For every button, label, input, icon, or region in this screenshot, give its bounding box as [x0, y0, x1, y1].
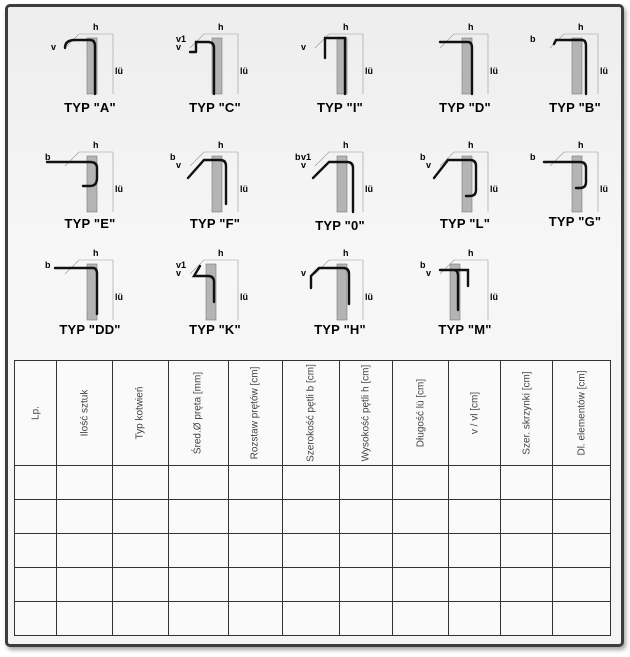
table-cell[interactable]: [282, 500, 340, 534]
column-header-label: Rozstaw prętów [cm]: [249, 366, 261, 460]
table-cell[interactable]: [168, 534, 228, 568]
column-header-label: Ilość sztuk: [79, 389, 91, 437]
table-row: [15, 534, 611, 568]
dimension-label-v1: v1: [176, 34, 187, 44]
dimension-label-h: h: [468, 140, 474, 150]
table-cell[interactable]: [168, 568, 228, 602]
table-cell[interactable]: [15, 568, 57, 602]
anchor-drawing: [35, 20, 145, 98]
column-header: [393, 361, 449, 466]
table-cell[interactable]: [228, 466, 282, 500]
dimension-label-h: h: [218, 248, 224, 258]
column-header: [168, 361, 228, 466]
sleeve-shape: [572, 38, 582, 94]
dimension-label-v: v: [176, 160, 182, 170]
anchor-drawing: [285, 138, 395, 216]
table-cell[interactable]: [228, 568, 282, 602]
table-cell[interactable]: [168, 466, 228, 500]
table-row: [15, 602, 611, 636]
table-cell[interactable]: [168, 500, 228, 534]
dimension-label-h: h: [343, 248, 349, 258]
table-row: [15, 568, 611, 602]
anchor-drawing: [35, 246, 145, 324]
anchor-drawing: [35, 138, 145, 216]
dimension-label-v: v: [426, 268, 432, 278]
table-cell[interactable]: [113, 466, 169, 500]
table-cell[interactable]: [340, 602, 393, 636]
dimension-label-h: h: [93, 248, 99, 258]
type-label: TYP "D": [439, 100, 491, 115]
dimension-label-b: b: [420, 260, 426, 270]
dimension-label-lü: lü: [365, 184, 373, 194]
type-label: TYP "I": [317, 100, 363, 115]
column-header: [449, 361, 501, 466]
dimension-label-v: v: [176, 42, 182, 52]
table-cell[interactable]: [15, 534, 57, 568]
dimension-label-v: v: [426, 160, 432, 170]
table-row: [15, 466, 611, 500]
column-header: [15, 361, 57, 466]
dimension-label-v: v: [301, 268, 307, 278]
dimension-label-lü: lü: [490, 66, 498, 76]
dimension-label-lü: lü: [365, 292, 373, 302]
table-cell[interactable]: [113, 500, 169, 534]
anchor-drawing: [410, 20, 520, 98]
table-cell[interactable]: [393, 602, 449, 636]
anchor-type-f: [160, 138, 270, 238]
dimension-label-v: v: [301, 42, 307, 52]
type-label: TYP "H": [314, 322, 366, 337]
anchor-type-c: [160, 20, 270, 120]
dimension-label-b: b: [295, 152, 301, 162]
type-label: TYP "B": [549, 100, 601, 115]
anchor-drawing: [520, 138, 630, 216]
dimension-label-b: b: [45, 260, 51, 270]
column-header: [340, 361, 393, 466]
dimension-label-b: b: [530, 34, 536, 44]
column-header-label: Szer. skrzynki [cm]: [521, 371, 533, 455]
table-cell[interactable]: [393, 466, 449, 500]
anchor-drawing: [285, 20, 395, 98]
dimension-label-lü: lü: [600, 66, 608, 76]
dimension-label-h: h: [468, 22, 474, 32]
dimension-label-v1: v1: [301, 152, 312, 162]
table-cell[interactable]: [340, 466, 393, 500]
anchor-drawing: [160, 20, 270, 98]
table-cell[interactable]: [449, 568, 501, 602]
dimension-label-b: b: [420, 152, 426, 162]
column-header-label: Śred.Ø pręta [mm]: [192, 371, 204, 455]
dimension-label-v1: v1: [176, 260, 187, 270]
rebar-shape: [190, 42, 214, 94]
anchor-drawing: [160, 138, 270, 216]
type-label: TYP "L": [439, 216, 491, 231]
table-cell[interactable]: [282, 466, 340, 500]
dimension-label-lü: lü: [115, 66, 123, 76]
anchor-type-b: [520, 20, 630, 120]
anchor-type-i: [285, 20, 395, 120]
type-label: TYP "K": [189, 322, 241, 337]
table-cell[interactable]: [393, 534, 449, 568]
dimension-label-lü: lü: [240, 184, 248, 194]
type-label: TYP "DD": [59, 322, 121, 337]
sleeve-shape: [337, 156, 347, 212]
column-header-label: Długość lü [cm]: [415, 378, 427, 448]
table-cell[interactable]: [340, 534, 393, 568]
table-cell[interactable]: [340, 500, 393, 534]
dimension-label-h: h: [93, 140, 99, 150]
dimension-label-h: h: [578, 22, 584, 32]
column-header: [282, 361, 340, 466]
table-cell[interactable]: [168, 602, 228, 636]
anchor-type-e: [35, 138, 145, 238]
table-cell[interactable]: [449, 466, 501, 500]
dimension-label-lü: lü: [240, 292, 248, 302]
table-cell[interactable]: [282, 568, 340, 602]
anchor-type-l: [410, 138, 520, 238]
table-cell[interactable]: [113, 534, 169, 568]
sleeve-shape: [462, 38, 472, 94]
anchor-drawing: [410, 246, 520, 324]
type-label: TYP "M": [438, 322, 492, 337]
anchor-drawing: [285, 246, 395, 324]
table-cell[interactable]: [57, 534, 113, 568]
table-cell[interactable]: [553, 602, 611, 636]
table-cell[interactable]: [228, 602, 282, 636]
anchor-drawing: [160, 246, 270, 324]
dimension-label-lü: lü: [600, 184, 608, 194]
dimension-label-h: h: [343, 22, 349, 32]
table-cell[interactable]: [15, 602, 57, 636]
type-label: TYP "G": [548, 214, 602, 229]
table-cell[interactable]: [501, 466, 553, 500]
dimension-label-v: v: [51, 42, 57, 52]
table-cell[interactable]: [501, 500, 553, 534]
type-label: TYP "E": [64, 216, 116, 231]
dimension-label-lü: lü: [365, 66, 373, 76]
table-cell[interactable]: [57, 602, 113, 636]
table-cell[interactable]: [449, 500, 501, 534]
anchor-type-g: [520, 138, 630, 238]
table-cell[interactable]: [57, 500, 113, 534]
sleeve-shape: [337, 264, 347, 320]
table-cell[interactable]: [501, 602, 553, 636]
column-header: [553, 361, 611, 466]
dimension-label-lü: lü: [490, 184, 498, 194]
table-cell[interactable]: [340, 568, 393, 602]
sleeve-shape: [572, 156, 582, 212]
dimension-label-b: b: [45, 152, 51, 162]
table-cell[interactable]: [15, 500, 57, 534]
sleeve-shape: [462, 156, 472, 212]
table-cell[interactable]: [282, 602, 340, 636]
dimension-label-b: b: [530, 152, 536, 162]
dimension-label-h: h: [218, 140, 224, 150]
anchor-type-h: [285, 246, 395, 346]
anchor-type-d: [410, 20, 520, 120]
column-header: [57, 361, 113, 466]
dimension-label-h: h: [578, 140, 584, 150]
table-cell[interactable]: [501, 568, 553, 602]
dimension-label-h: h: [218, 22, 224, 32]
dimension-label-lü: lü: [490, 292, 498, 302]
type-label: TYP "F": [189, 216, 241, 231]
dimension-label-h: h: [93, 22, 99, 32]
column-header-label: Wysokość pętli h [cm]: [360, 364, 372, 462]
type-label: TYP "C": [189, 100, 241, 115]
column-header: [228, 361, 282, 466]
table-cell[interactable]: [553, 534, 611, 568]
type-label: TYP "0": [315, 218, 365, 233]
table-row: [15, 500, 611, 534]
dimension-label-h: h: [343, 140, 349, 150]
table-cell[interactable]: [553, 500, 611, 534]
dimension-label-h: h: [468, 248, 474, 258]
table-cell[interactable]: [449, 602, 501, 636]
dimension-label-b: b: [170, 152, 176, 162]
table-cell[interactable]: [228, 534, 282, 568]
dimension-label-v: v: [176, 268, 182, 278]
anchor-type-k: [160, 246, 270, 346]
table-cell[interactable]: [449, 534, 501, 568]
table-cell[interactable]: [57, 466, 113, 500]
table-cell[interactable]: [393, 568, 449, 602]
column-header-label: v / vl [cm]: [469, 391, 481, 435]
type-label: TYP "A": [64, 100, 116, 115]
column-header-label: Lp.: [30, 406, 42, 420]
table-header-row: [15, 361, 611, 466]
column-header-label: Typ kotwień: [134, 386, 146, 440]
sleeve-shape: [212, 156, 222, 212]
anchor-type-m: [410, 246, 520, 346]
dimension-label-v: v: [301, 160, 307, 170]
table-cell[interactable]: [113, 602, 169, 636]
anchor-drawing: [410, 138, 520, 216]
table-cell[interactable]: [501, 534, 553, 568]
anchor-drawing: [520, 20, 630, 98]
table-cell[interactable]: [393, 500, 449, 534]
table-cell[interactable]: [57, 568, 113, 602]
dimension-label-lü: lü: [240, 66, 248, 76]
table-cell[interactable]: [113, 568, 169, 602]
table-cell[interactable]: [553, 466, 611, 500]
sleeve-shape: [87, 264, 97, 320]
table-cell[interactable]: [553, 568, 611, 602]
column-header: [501, 361, 553, 466]
dimension-label-lü: lü: [115, 184, 123, 194]
column-header: [113, 361, 169, 466]
anchor-type-a: [35, 20, 145, 120]
table-cell[interactable]: [15, 466, 57, 500]
order-table: [14, 360, 611, 636]
anchor-type-0: [285, 138, 395, 238]
anchor-type-dd: [35, 246, 145, 346]
dimension-label-lü: lü: [115, 292, 123, 302]
table-cell[interactable]: [282, 534, 340, 568]
table-body: [15, 466, 611, 636]
column-header-label: Szerokość pętli b [cm]: [305, 364, 317, 462]
table-cell[interactable]: [228, 500, 282, 534]
column-header-label: Dl. elementów [cm]: [576, 370, 588, 456]
